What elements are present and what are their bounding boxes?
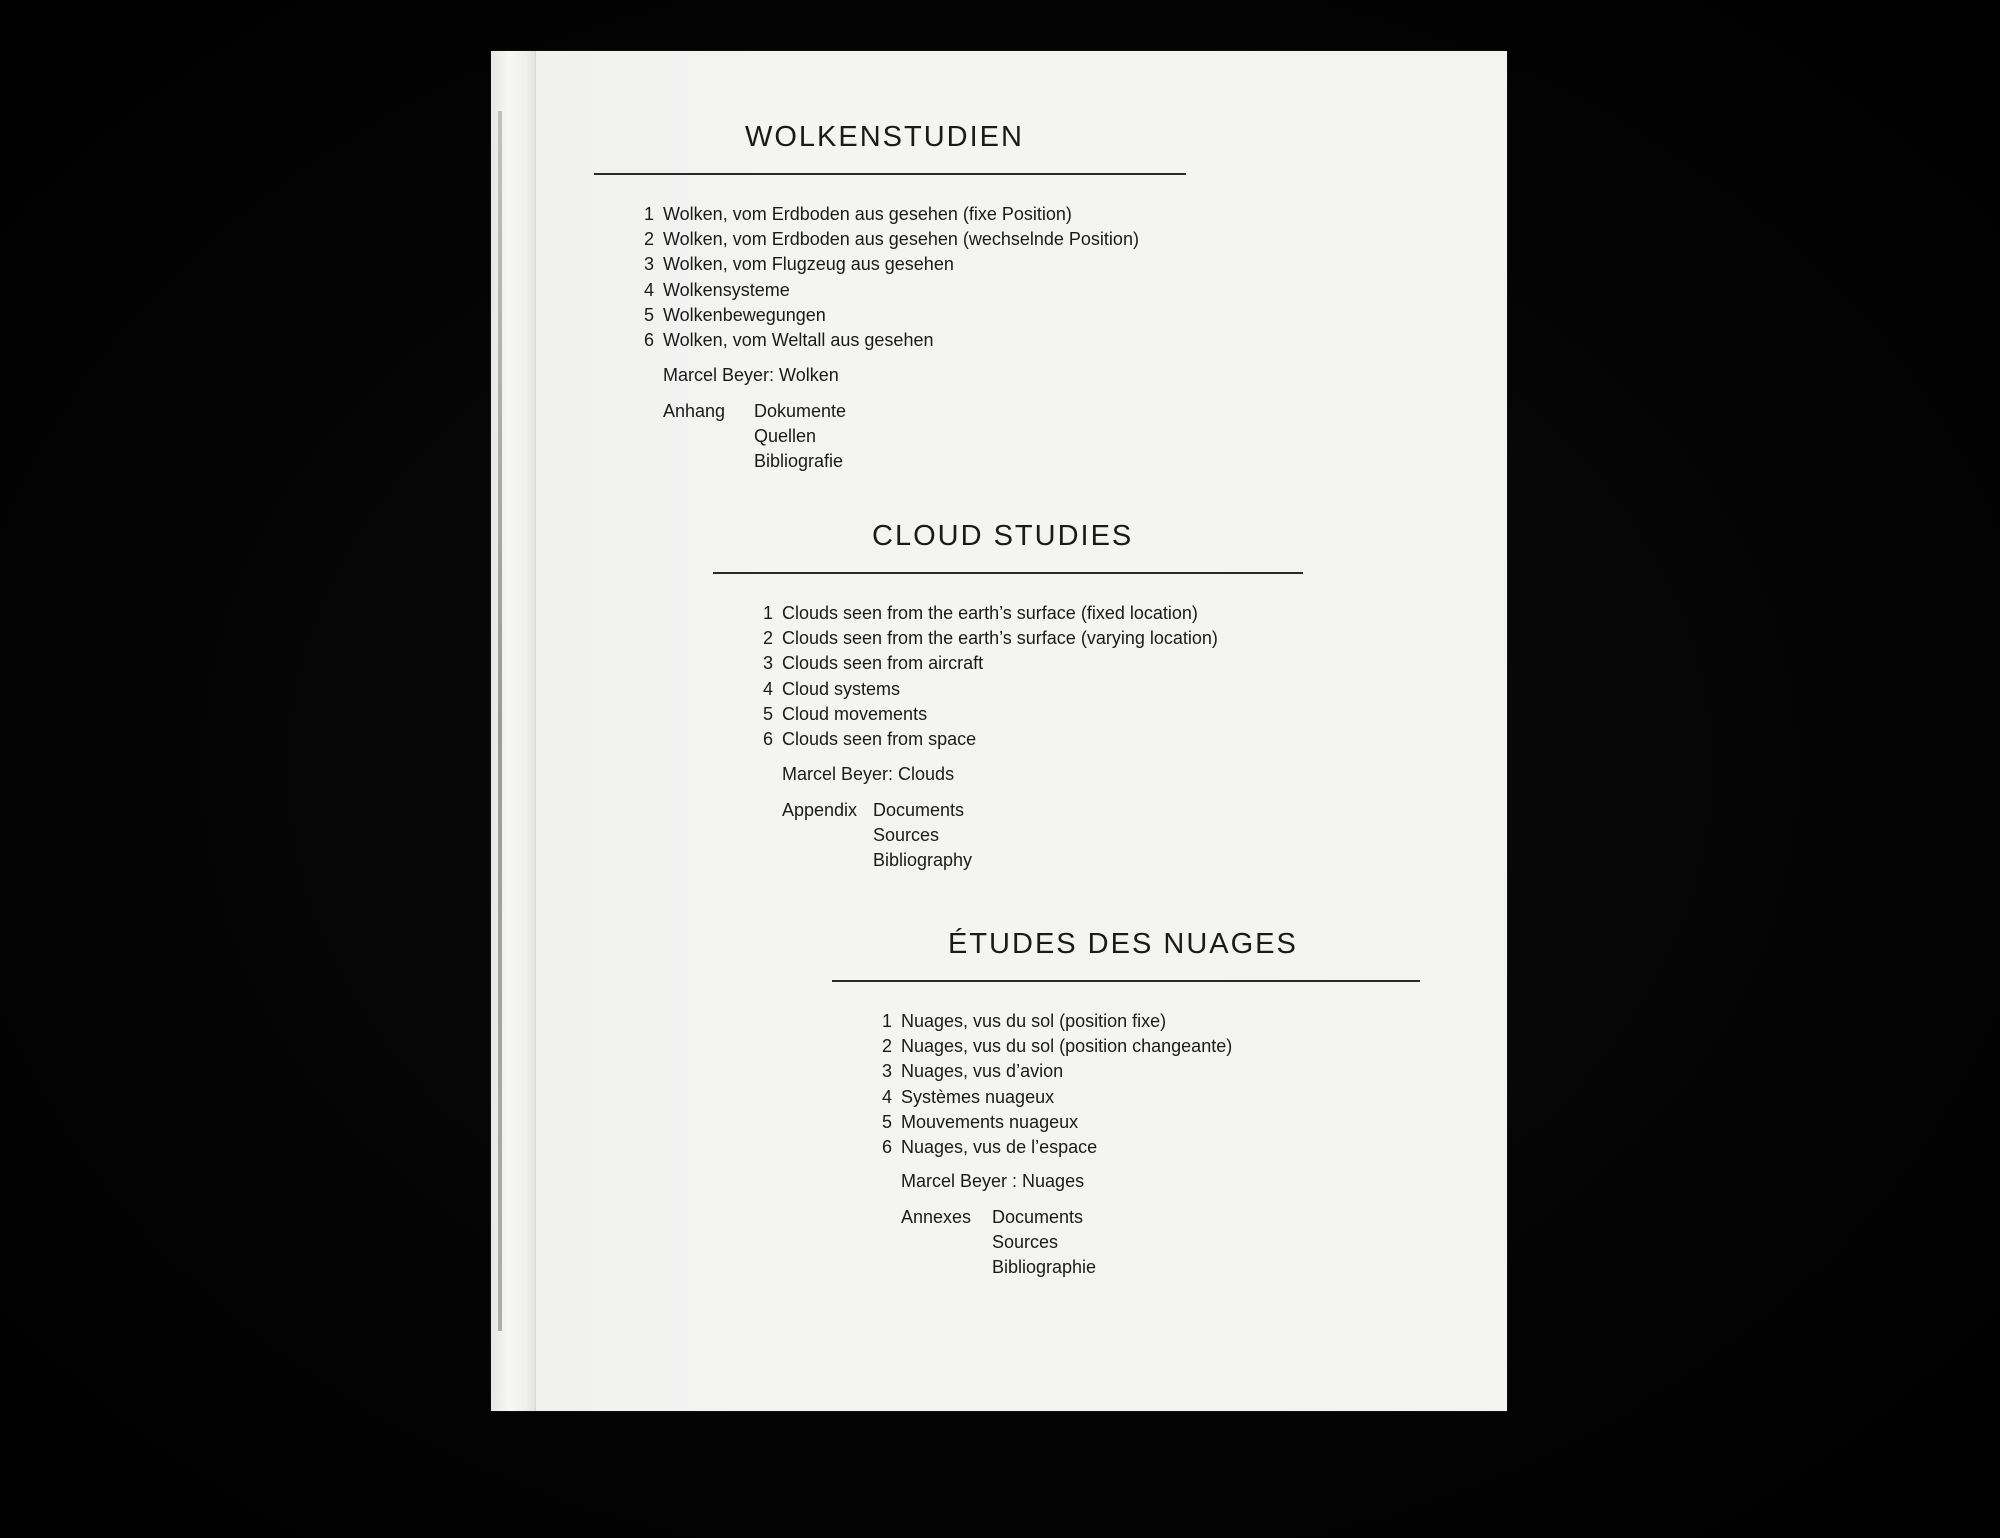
chapter-number: 1 [881,1011,892,1031]
list-item [881,1059,1232,1084]
chapter-title: Wolken, vom Erdboden aus gesehen (fixe Position) [663,204,1072,224]
chapter-title: Wolkenbewegungen [663,304,826,325]
appendix-item: Documents [992,1207,1084,1227]
appendix-item: Bibliographie [992,1257,1097,1278]
chapter-number: 6 [762,729,773,750]
chapter-number: 6 [881,1137,892,1158]
chapter-number: 4 [881,1086,892,1107]
appendix-item: Sources [873,825,940,846]
list-item [643,303,1139,328]
chapter-title: Systèmes nuageux [901,1086,1055,1107]
book-cover [491,51,1507,1411]
chapter-title: Clouds seen from aircraft [782,653,984,674]
author-essay: Marcel Beyer: Clouds [782,764,955,784]
chapter-number: 3 [881,1061,892,1082]
title-rule [713,572,1303,574]
section-title: WOLKENSTUDIEN [745,121,1024,153]
chapter-title: Mouvements nuageux [901,1111,1079,1132]
author-essay: Marcel Beyer : Nuages [901,1171,1085,1191]
chapter-title: Clouds seen from the earth’s surface (fixed location) [782,603,1198,623]
chapter-number: 2 [643,229,654,250]
chapter-number: 5 [762,703,773,724]
appendix-item: Bibliography [873,850,973,871]
list-item [643,202,1139,227]
list-item [643,252,1139,277]
chapter-number: 5 [643,304,654,325]
list-item [881,1085,1232,1110]
chapter-title: Clouds seen from the earth’s surface (varying location) [782,628,1218,649]
appendix-item: Sources [992,1232,1059,1253]
chapter-number: 5 [881,1111,892,1132]
chapter-number: 2 [881,1036,892,1057]
chapter-title: Wolken, vom Erdboden aus gesehen (wechselnde Position) [663,229,1139,250]
chapter-title: Wolkensysteme [663,279,790,300]
appendix-item: Dokumente [754,401,847,421]
section-title: ÉTUDES DES NUAGES [948,928,1298,960]
chapter-list [762,601,1218,752]
list-item [881,1034,1233,1059]
chapter-title: Nuages, vus du sol (position fixe) [901,1011,1167,1031]
chapter-title: Cloud systems [782,678,901,699]
appendix-label: Anhang [663,401,726,421]
list-item [762,702,1218,727]
appendix-item: Bibliografie [754,451,844,472]
appendix-list [992,1205,1096,1281]
chapter-title: Wolken, vom Flugzeug aus gesehen [663,254,954,275]
list-item [762,727,1218,752]
chapter-title: Nuages, vus d’avion [901,1061,1064,1082]
chapter-number: 4 [643,279,654,300]
chapter-number: 2 [762,628,773,649]
chapter-title: Cloud movements [782,703,928,724]
chapter-title: Wolken, vom Weltall aus gesehen [663,330,934,351]
list-item [762,651,1218,676]
appendix-label: Appendix [782,800,858,820]
section-title: CLOUD STUDIES [872,520,1134,552]
list-item [643,328,1139,353]
list-item [881,1009,1232,1034]
list-item [762,601,1218,626]
author-essay: Marcel Beyer: Wolken [663,365,839,385]
list-item [762,677,1218,702]
title-rule [832,980,1420,982]
chapter-list [643,202,1139,353]
spine-edge [498,111,502,1331]
appendix-item: Quellen [754,426,817,447]
chapter-title: Nuages, vus du sol (position changeante) [901,1036,1233,1057]
chapter-title: Clouds seen from space [782,729,977,750]
chapter-title: Nuages, vus de l’espace [901,1137,1098,1158]
title-rule [594,173,1186,175]
chapter-number: 3 [762,653,773,674]
list-item [881,1135,1232,1160]
appendix-item: Documents [873,800,965,820]
chapter-number: 1 [762,603,773,623]
chapter-number: 6 [643,330,654,351]
chapter-number: 3 [643,254,654,275]
appendix-label: Annexes [901,1207,972,1227]
appendix-list [754,399,846,475]
list-item [881,1110,1232,1135]
chapter-number: 1 [643,204,654,224]
chapter-number: 4 [762,678,773,699]
list-item [762,626,1218,651]
appendix-list [873,798,972,874]
chapter-list [881,1009,1233,1160]
list-item [643,227,1139,252]
list-item [643,278,1139,303]
